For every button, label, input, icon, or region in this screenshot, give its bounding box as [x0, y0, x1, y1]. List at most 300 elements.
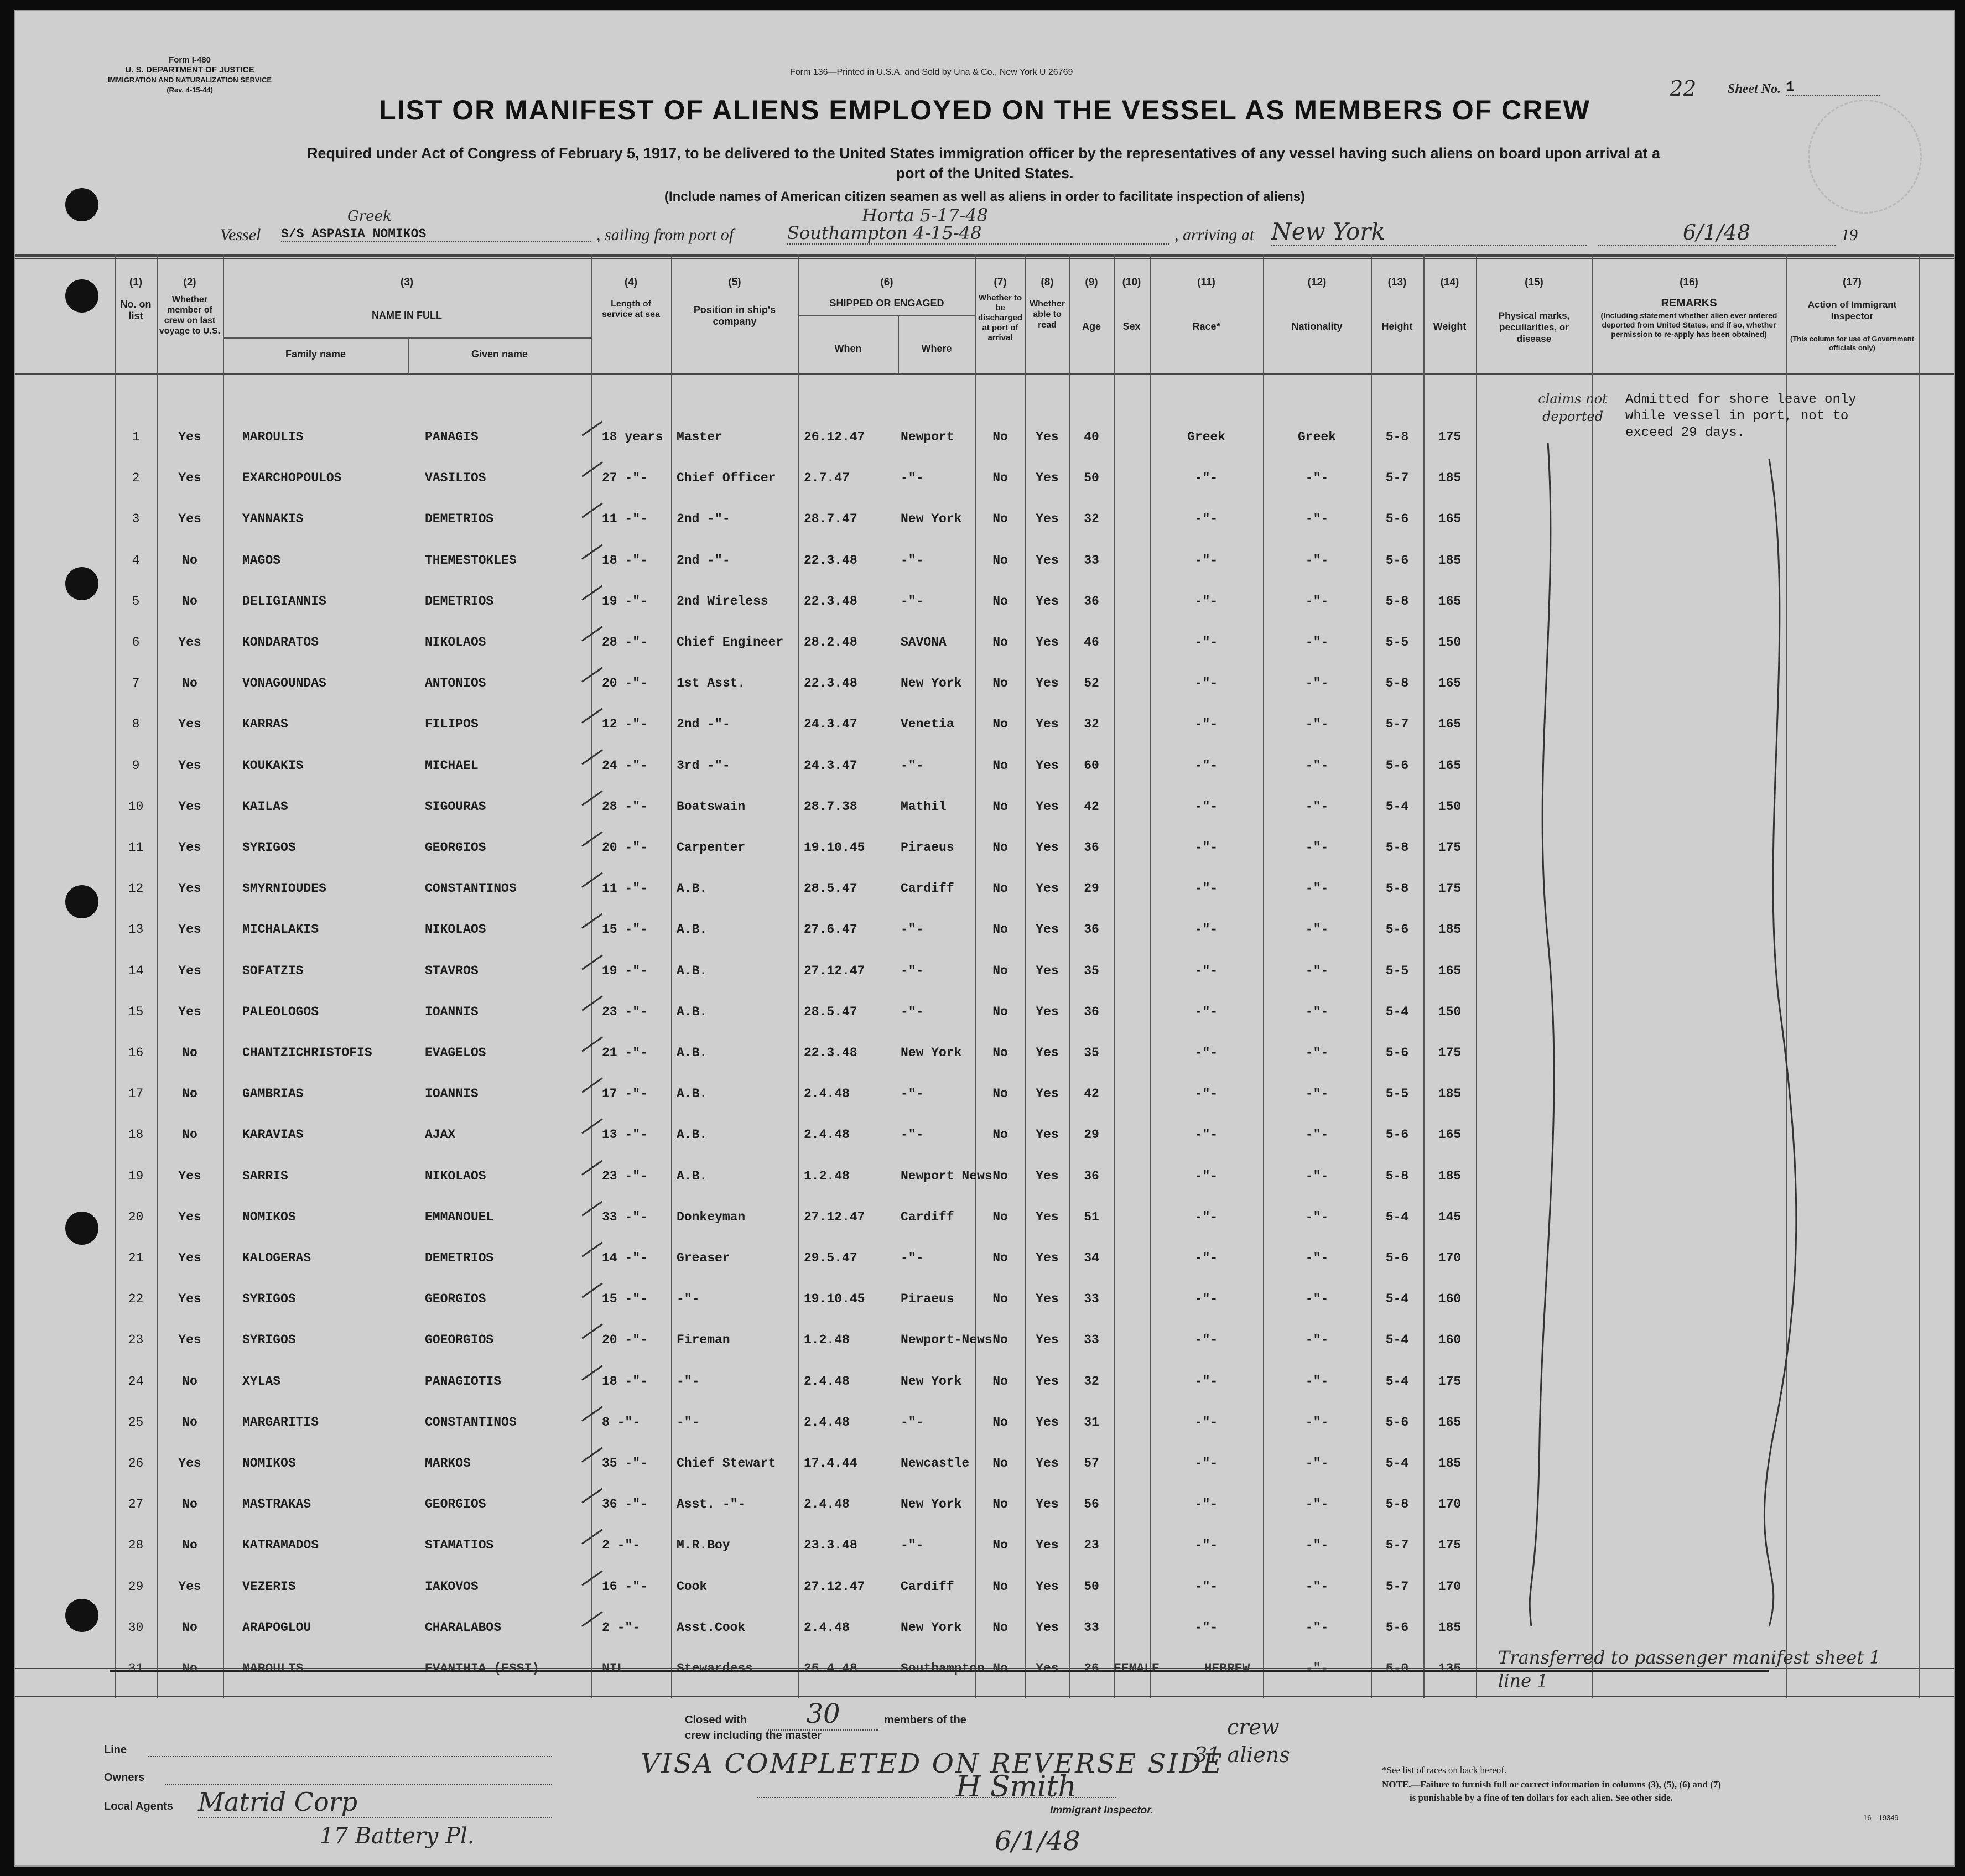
col-8-label: Whether able to read: [1030, 299, 1065, 330]
weight: 165: [1438, 758, 1462, 773]
row-number: 3: [132, 512, 140, 527]
shipped-where: Piraeus: [901, 1292, 954, 1307]
col-3-num: (3): [400, 277, 414, 288]
able-to-read: Yes: [1036, 1292, 1059, 1307]
row-number: 18: [128, 1127, 144, 1142]
able-to-read: Yes: [1036, 1456, 1059, 1470]
shipped-when: 17.4.44: [804, 1456, 857, 1470]
family-name: MAROULIS: [242, 430, 304, 444]
race: -"-: [1194, 840, 1218, 855]
age: 50: [1084, 471, 1099, 486]
nationality: -"-: [1305, 922, 1329, 937]
manifest-footer: [15, 1698, 1954, 1864]
race: HEBREW: [1204, 1661, 1250, 1676]
given-name: NIKOLAOS: [425, 635, 486, 649]
position: Greaser: [677, 1251, 730, 1265]
inspector-sig-line: [757, 1797, 1116, 1798]
able-to-read: Yes: [1036, 553, 1059, 568]
col-17-label: Action of Immigrant Inspector: [1807, 299, 1897, 321]
height: 5-4: [1385, 1374, 1409, 1389]
discharged: No: [992, 881, 1008, 896]
check-mark: [581, 1036, 603, 1052]
shipped-when: 28.7.47: [804, 512, 857, 527]
service-length: 12 -"-: [602, 717, 648, 732]
age: 46: [1084, 635, 1099, 649]
discharged: No: [992, 1579, 1008, 1594]
table-row: [15, 500, 1954, 541]
row-number: 15: [128, 1004, 144, 1019]
sheet-label: Sheet No.: [1728, 82, 1781, 96]
col-2-label: Whether member of crew on last voyage to U.S.: [159, 295, 221, 336]
age: 60: [1084, 758, 1099, 773]
shipped-when: 23.3.48: [804, 1538, 857, 1553]
line-field: [148, 1756, 552, 1757]
shipped-where: Piraeus: [901, 840, 954, 855]
position: Cook: [677, 1579, 708, 1594]
row-number: 29: [128, 1579, 144, 1594]
agents-label: Local Agents: [104, 1800, 173, 1812]
nationality: -"-: [1305, 512, 1329, 527]
age: 36: [1084, 1168, 1099, 1183]
position: A.B.: [677, 1127, 708, 1142]
col-1-label: No. on list: [120, 299, 152, 321]
family-name: SOFATZIS: [242, 963, 304, 978]
penalty-note-1: NOTE.—Failure to furnish full or correct information in columns (3), (5), (6) and (7): [1382, 1779, 1721, 1790]
service-length: 36 -"-: [602, 1497, 648, 1512]
nationality: -"-: [1305, 717, 1329, 732]
check-mark: [581, 1365, 603, 1380]
table-row: [15, 705, 1954, 746]
weight: 185: [1438, 1168, 1462, 1183]
able-to-read: Yes: [1036, 635, 1059, 649]
row-number: 30: [128, 1620, 144, 1635]
discharged: No: [992, 1497, 1008, 1512]
position: Asst.Cook: [677, 1620, 746, 1635]
last-voyage: Yes: [178, 922, 201, 937]
check-mark: [581, 1324, 603, 1339]
shipped-when: 27.12.47: [804, 1209, 865, 1224]
age: 32: [1084, 1374, 1099, 1389]
shipped-when: 29.5.47: [804, 1251, 857, 1265]
height: 5-6: [1385, 1046, 1409, 1060]
height: 5-5: [1385, 635, 1409, 649]
required-line-1: Required under Act of Congress of February 5, 1917, to be delivered to the United States immigration officer by the representatives of any vessel having such aliens on board upon arrival at a: [306, 145, 1661, 162]
table-row: [15, 1485, 1954, 1526]
family-name: YANNAKIS: [242, 512, 304, 527]
race: -"-: [1194, 1127, 1218, 1142]
nationality: -"-: [1305, 799, 1329, 814]
race: -"-: [1194, 1292, 1218, 1307]
table-row: [15, 1115, 1954, 1156]
weight: 165: [1438, 594, 1462, 609]
family-name: NOMIKOS: [242, 1456, 296, 1470]
able-to-read: Yes: [1036, 799, 1059, 814]
discharged: No: [992, 676, 1008, 691]
shipped-when: 26.12.47: [804, 430, 865, 444]
family-name: PALEOLOGOS: [242, 1004, 319, 1019]
shipped-when: 2.4.48: [804, 1620, 850, 1635]
family-name: MARGARITIS: [242, 1415, 319, 1430]
check-mark: [581, 1570, 603, 1586]
able-to-read: Yes: [1036, 1374, 1059, 1389]
nationality: -"-: [1305, 1538, 1329, 1553]
able-to-read: Yes: [1036, 1333, 1059, 1348]
race: -"-: [1194, 717, 1218, 732]
family-name: NOMIKOS: [242, 1209, 296, 1224]
family-name: SMYRNIOUDES: [242, 881, 326, 896]
given-name: IAKOVOS: [425, 1579, 479, 1594]
discharged: No: [992, 1333, 1008, 1348]
able-to-read: Yes: [1036, 1251, 1059, 1265]
able-to-read: Yes: [1036, 1620, 1059, 1635]
nationality: -"-: [1305, 881, 1329, 896]
given-name: ANTONIOS: [425, 676, 486, 691]
nationality: -"-: [1305, 1046, 1329, 1060]
weight: 165: [1438, 963, 1462, 978]
shipped-where: Cardiff: [901, 1579, 954, 1594]
row-number: 5: [132, 594, 140, 609]
row-number: 31: [128, 1661, 144, 1676]
check-mark: [581, 872, 603, 888]
col-11-label: Race*: [1192, 321, 1220, 332]
last-voyage: Yes: [178, 1292, 201, 1307]
age: 33: [1084, 1292, 1099, 1307]
discharged: No: [992, 1209, 1008, 1224]
nationality: -"-: [1305, 1127, 1329, 1142]
discharged: No: [992, 1620, 1008, 1635]
service-length: 18 -"-: [602, 1374, 648, 1389]
position: Master: [677, 430, 722, 444]
check-mark: [581, 1201, 603, 1216]
race: -"-: [1194, 1497, 1218, 1512]
discharged: No: [992, 1292, 1008, 1307]
col-2-num: (2): [183, 277, 196, 288]
crew-note-2: 31 aliens: [1194, 1743, 1290, 1767]
table-row: [15, 1280, 1954, 1321]
weight: 170: [1438, 1497, 1462, 1512]
able-to-read: Yes: [1036, 922, 1059, 937]
check-mark: [581, 790, 603, 806]
family-name: VEZERIS: [242, 1579, 296, 1594]
last-voyage: No: [182, 1620, 197, 1635]
col-9-num: (9): [1085, 277, 1098, 288]
table-row: [15, 623, 1954, 664]
position: 1st Asst.: [677, 676, 746, 691]
family-name: GAMBRIAS: [242, 1087, 304, 1101]
given-name: STAVROS: [425, 963, 479, 978]
able-to-read: Yes: [1036, 1661, 1059, 1676]
table-row: [15, 418, 1954, 459]
row-number: 20: [128, 1209, 144, 1224]
printer-line: Form 136—Printed in U.S.A. and Sold by Una & Co., New York U 26769: [790, 67, 1073, 77]
arriving-value: New York: [1271, 218, 1587, 246]
given-name: IOANNIS: [425, 1087, 479, 1101]
last-voyage: No: [182, 1497, 197, 1512]
check-mark: [581, 995, 603, 1011]
table-row: [15, 787, 1954, 828]
shipped-where: Newport-News: [901, 1333, 992, 1348]
col-11-num: (11): [1197, 277, 1215, 288]
shipped-where: Cardiff: [901, 881, 954, 896]
shipped-when: 19.10.45: [804, 1292, 865, 1307]
shipped-where: -"-: [901, 1538, 924, 1553]
col-7-label: Whether to be discharged at port of arrival: [978, 293, 1023, 342]
race: Greek: [1187, 430, 1225, 444]
shipped-where: New York: [901, 512, 962, 527]
nationality: -"-: [1305, 1497, 1329, 1512]
service-length: 15 -"-: [602, 1292, 648, 1307]
col-3-label: NAME IN FULL: [372, 310, 442, 321]
weight: 165: [1438, 1127, 1462, 1142]
table-row: [15, 1033, 1954, 1074]
position: Chief Engineer: [677, 635, 784, 649]
race: -"-: [1194, 1168, 1218, 1183]
owners-label: Owners: [104, 1771, 145, 1784]
position: M.R.Boy: [677, 1538, 730, 1553]
shipped-where: -"-: [901, 1251, 924, 1265]
col-8-num: (8): [1041, 277, 1054, 288]
position: A.B.: [677, 1004, 708, 1019]
height: 5-7: [1385, 471, 1409, 486]
age: 51: [1084, 1209, 1099, 1224]
given-name-header: Given name: [471, 349, 528, 360]
age: 52: [1084, 676, 1099, 691]
able-to-read: Yes: [1036, 1087, 1059, 1101]
position: -"-: [677, 1415, 700, 1430]
height: 5-8: [1385, 594, 1409, 609]
shipped-where: Cardiff: [901, 1209, 954, 1224]
table-row: [15, 869, 1954, 910]
revision: (Rev. 4-15-44): [167, 86, 213, 94]
check-mark: [581, 544, 603, 559]
race: -"-: [1194, 1456, 1218, 1470]
position: A.B.: [677, 963, 708, 978]
height: 5-7: [1385, 1579, 1409, 1594]
col-1-num: (1): [129, 277, 143, 288]
arriving-label: , arriving at: [1174, 226, 1255, 244]
check-mark: [581, 1406, 603, 1421]
col-14-num: (14): [1440, 277, 1459, 288]
last-voyage: No: [182, 1087, 197, 1101]
nationality: -"-: [1305, 1168, 1329, 1183]
row-number: 22: [128, 1292, 144, 1307]
weight: 165: [1438, 717, 1462, 732]
col-12-label: Nationality: [1291, 321, 1343, 332]
discharged: No: [992, 1374, 1008, 1389]
closed-count: 30: [768, 1698, 878, 1731]
race: -"-: [1194, 1579, 1218, 1594]
last-voyage: No: [182, 553, 197, 568]
height: 5-6: [1385, 922, 1409, 937]
col-12-num: (12): [1307, 277, 1327, 288]
height: 5-6: [1385, 1415, 1409, 1430]
last-voyage: Yes: [178, 1251, 201, 1265]
include-note: (Include names of American citizen seamen as well as aliens in order to facilitate inspection of aliens): [664, 189, 1306, 204]
position: 2nd -"-: [677, 512, 730, 527]
nationality: -"-: [1305, 1333, 1329, 1348]
shipped-when: 27.12.47: [804, 963, 865, 978]
shipped-when: 27.12.47: [804, 1579, 865, 1594]
age: 36: [1084, 1004, 1099, 1019]
sheet-value: 1: [1786, 79, 1880, 96]
check-mark: [581, 708, 603, 724]
shipped-when: 27.6.47: [804, 922, 857, 937]
shipped-where: New York: [901, 1497, 962, 1512]
discharged: No: [992, 471, 1008, 486]
shipped-when: 1.2.48: [804, 1333, 850, 1348]
race: -"-: [1194, 1620, 1218, 1635]
service-length: 21 -"-: [602, 1046, 648, 1060]
discharged: No: [992, 758, 1008, 773]
department: U. S. DEPARTMENT OF JUSTICE: [125, 65, 254, 75]
table-row: [15, 1567, 1954, 1608]
nationality: -"-: [1305, 1579, 1329, 1594]
age: 31: [1084, 1415, 1099, 1430]
race: -"-: [1194, 676, 1218, 691]
given-name: PANAGIS: [425, 430, 479, 444]
form-code: 16—19349: [1863, 1813, 1899, 1822]
position: 2nd -"-: [677, 553, 730, 568]
last-voyage: No: [182, 676, 197, 691]
height: 5-8: [1385, 430, 1409, 444]
age: 35: [1084, 1046, 1099, 1060]
shipped-when: 25.4.48: [804, 1661, 857, 1676]
discharged: No: [992, 963, 1008, 978]
family-name: SYRIGOS: [242, 1292, 296, 1307]
able-to-read: Yes: [1036, 963, 1059, 978]
height: 5-8: [1385, 1497, 1409, 1512]
nationality: -"-: [1305, 1620, 1329, 1635]
race: -"-: [1194, 1333, 1218, 1348]
col-9-label: Age: [1082, 321, 1101, 332]
vessel-value: S/S ASPASIA NOMIKOS: [281, 227, 591, 242]
weight: 150: [1438, 1004, 1462, 1019]
nationality: -"-: [1305, 1415, 1329, 1430]
service-length: 11 -"-: [602, 512, 648, 527]
last-voyage: Yes: [178, 717, 201, 732]
family-name-header: Family name: [285, 349, 346, 360]
row-number: 1: [132, 430, 140, 444]
age: 36: [1084, 594, 1099, 609]
able-to-read: Yes: [1036, 840, 1059, 855]
service-length: 20 -"-: [602, 676, 648, 691]
age: 33: [1084, 553, 1099, 568]
nationality: -"-: [1305, 1087, 1329, 1101]
service-length: 35 -"-: [602, 1456, 648, 1470]
given-name: EVAGELOS: [425, 1046, 486, 1060]
family-name: KALOGERAS: [242, 1251, 311, 1265]
discharged: No: [992, 594, 1008, 609]
family-name: SARRIS: [242, 1168, 288, 1183]
family-name: SYRIGOS: [242, 1333, 296, 1348]
service-length: 16 -"-: [602, 1579, 648, 1594]
able-to-read: Yes: [1036, 512, 1059, 527]
able-to-read: Yes: [1036, 1046, 1059, 1060]
row-number: 25: [128, 1415, 144, 1430]
service-length: 8 -"-: [602, 1415, 641, 1430]
height: 5-4: [1385, 1333, 1409, 1348]
weight: 185: [1438, 922, 1462, 937]
height: 5-6: [1385, 512, 1409, 527]
race: -"-: [1194, 553, 1218, 568]
check-mark: [581, 667, 603, 683]
given-name: CHARALABOS: [425, 1620, 502, 1635]
age: 32: [1084, 512, 1099, 527]
shipped-when: 2.4.48: [804, 1087, 850, 1101]
age: 42: [1084, 799, 1099, 814]
family-name: KARAVIAS: [242, 1127, 304, 1142]
shipped-where: -"-: [901, 1415, 924, 1430]
shipped-where: -"-: [901, 594, 924, 609]
last-voyage: Yes: [178, 430, 201, 444]
nationality: -"-: [1305, 1004, 1329, 1019]
height: 5-4: [1385, 1004, 1409, 1019]
table-row: [15, 1608, 1954, 1649]
inspector-label: Immigrant Inspector.: [1050, 1805, 1153, 1816]
weight: 185: [1438, 471, 1462, 486]
race: -"-: [1194, 1374, 1218, 1389]
weight: 175: [1438, 1046, 1462, 1060]
last-voyage: Yes: [178, 635, 201, 649]
discharged: No: [992, 1661, 1008, 1676]
row-number: 28: [128, 1538, 144, 1553]
service-length: 18 -"-: [602, 553, 648, 568]
race: -"-: [1194, 1538, 1218, 1553]
height: 5-5: [1385, 1087, 1409, 1101]
age: 33: [1084, 1620, 1099, 1635]
height: 5-4: [1385, 1456, 1409, 1470]
family-name: MAROULIS: [242, 1661, 304, 1676]
given-name: GEORGIOS: [425, 1292, 486, 1307]
col-14-label: Weight: [1433, 321, 1467, 332]
service-length: 24 -"-: [602, 758, 648, 773]
shipped-when: 1.2.48: [804, 1168, 850, 1183]
row-number: 9: [132, 758, 140, 773]
given-name: VASILIOS: [425, 471, 486, 486]
row-number: 27: [128, 1497, 144, 1512]
table-row: [15, 1526, 1954, 1567]
last-voyage: No: [182, 1127, 197, 1142]
position: 3rd -"-: [677, 758, 730, 773]
nationality: -"-: [1305, 635, 1329, 649]
last-voyage: Yes: [178, 1579, 201, 1594]
given-name: THEMESTOKLES: [425, 553, 517, 568]
race: -"-: [1194, 1209, 1218, 1224]
family-name: MICHALAKIS: [242, 922, 319, 937]
discharged: No: [992, 840, 1008, 855]
sex: FEMALE: [1114, 1661, 1160, 1676]
nationality: -"-: [1305, 553, 1329, 568]
table-row: [15, 1321, 1954, 1361]
able-to-read: Yes: [1036, 1209, 1059, 1224]
shipped-where: New York: [901, 1046, 962, 1060]
col-13-num: (13): [1387, 277, 1407, 288]
manifest-sheet: [14, 10, 1955, 1867]
closed-label-3: crew including the master: [685, 1729, 822, 1742]
discharged: No: [992, 1168, 1008, 1183]
family-name: KOUKAKIS: [242, 758, 304, 773]
height: 5-4: [1385, 1209, 1409, 1224]
table-row: [15, 1362, 1954, 1403]
remarks-line-2: while vessel in port, not to: [1625, 409, 1849, 424]
shipped-where: Newport: [901, 430, 954, 444]
discharged: No: [992, 922, 1008, 937]
height: 5-6: [1385, 1251, 1409, 1265]
weight: 145: [1438, 1209, 1462, 1224]
given-name: MARKOS: [425, 1456, 471, 1470]
age: 40: [1084, 430, 1099, 444]
family-name: ARAPOGLOU: [242, 1620, 311, 1635]
